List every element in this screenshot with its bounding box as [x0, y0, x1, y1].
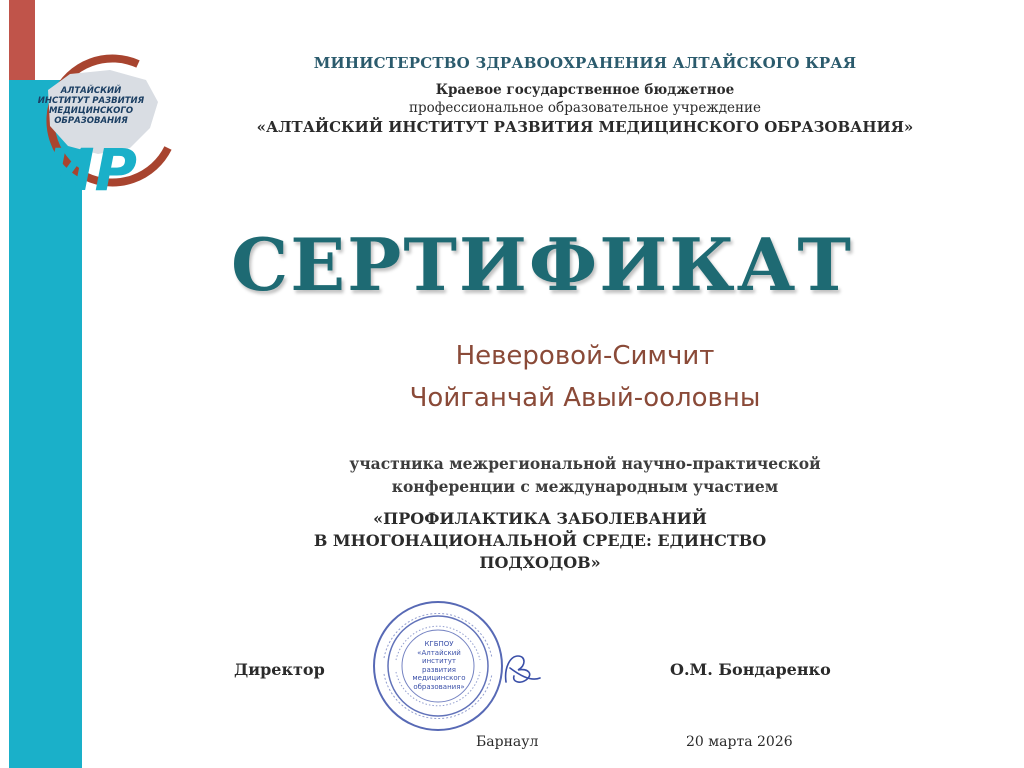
- handwritten-signature-icon: [496, 648, 544, 690]
- logo-text: АЛТАЙСКИЙ ИНСТИТУТ РАЗВИТИЯ МЕДИЦИНСКОГО ОБРАЗОВАНИЯ: [37, 86, 145, 126]
- director-name: О.М. Бондаренко: [670, 660, 831, 679]
- recipient-surname: Неверовой-Симчит: [455, 341, 715, 371]
- recipient-given-names: Чойганчай Авый-ооловны: [409, 383, 761, 413]
- svg-text:ИР: ИР: [46, 136, 138, 204]
- ministry-heading: МИНИСТЕРСТВО ЗДРАВООХРАНЕНИЯ АЛТАЙСКОГО КРАЯ: [313, 54, 857, 72]
- issue-city: Барнаул: [476, 734, 539, 750]
- seal-inner-text: КГБПОУ «Алтайский институт развития медицинского образования»: [412, 640, 466, 691]
- institution-name: «АЛТАЙСКИЙ ИНСТИТУТ РАЗВИТИЯ МЕДИЦИНСКОГО ОБРАЗОВАНИЯ»: [256, 118, 914, 136]
- certificate-title: СЕРТИФИКАТ: [231, 222, 853, 307]
- issue-date: 20 марта 2026: [686, 734, 793, 750]
- conference-theme-line1: «ПРОФИЛАКТИКА ЗАБОЛЕВАНИЙ: [373, 509, 707, 528]
- director-label: Директор: [234, 660, 325, 679]
- conference-theme-line3: ПОДХОДОВ»: [479, 553, 601, 572]
- participation-description-line1: участника межрегиональной научно-практической: [349, 454, 821, 473]
- conference-theme-line2: В МНОГОНАЦИОНАЛЬНОЙ СРЕДЕ: ЕДИНСТВО: [313, 531, 767, 550]
- participation-description-line2: конференции с международным участием: [391, 477, 779, 496]
- institution-type-line2: профессиональное образовательное учреждение: [408, 100, 762, 116]
- institution-type-line1: Краевое государственное бюджетное: [435, 82, 735, 98]
